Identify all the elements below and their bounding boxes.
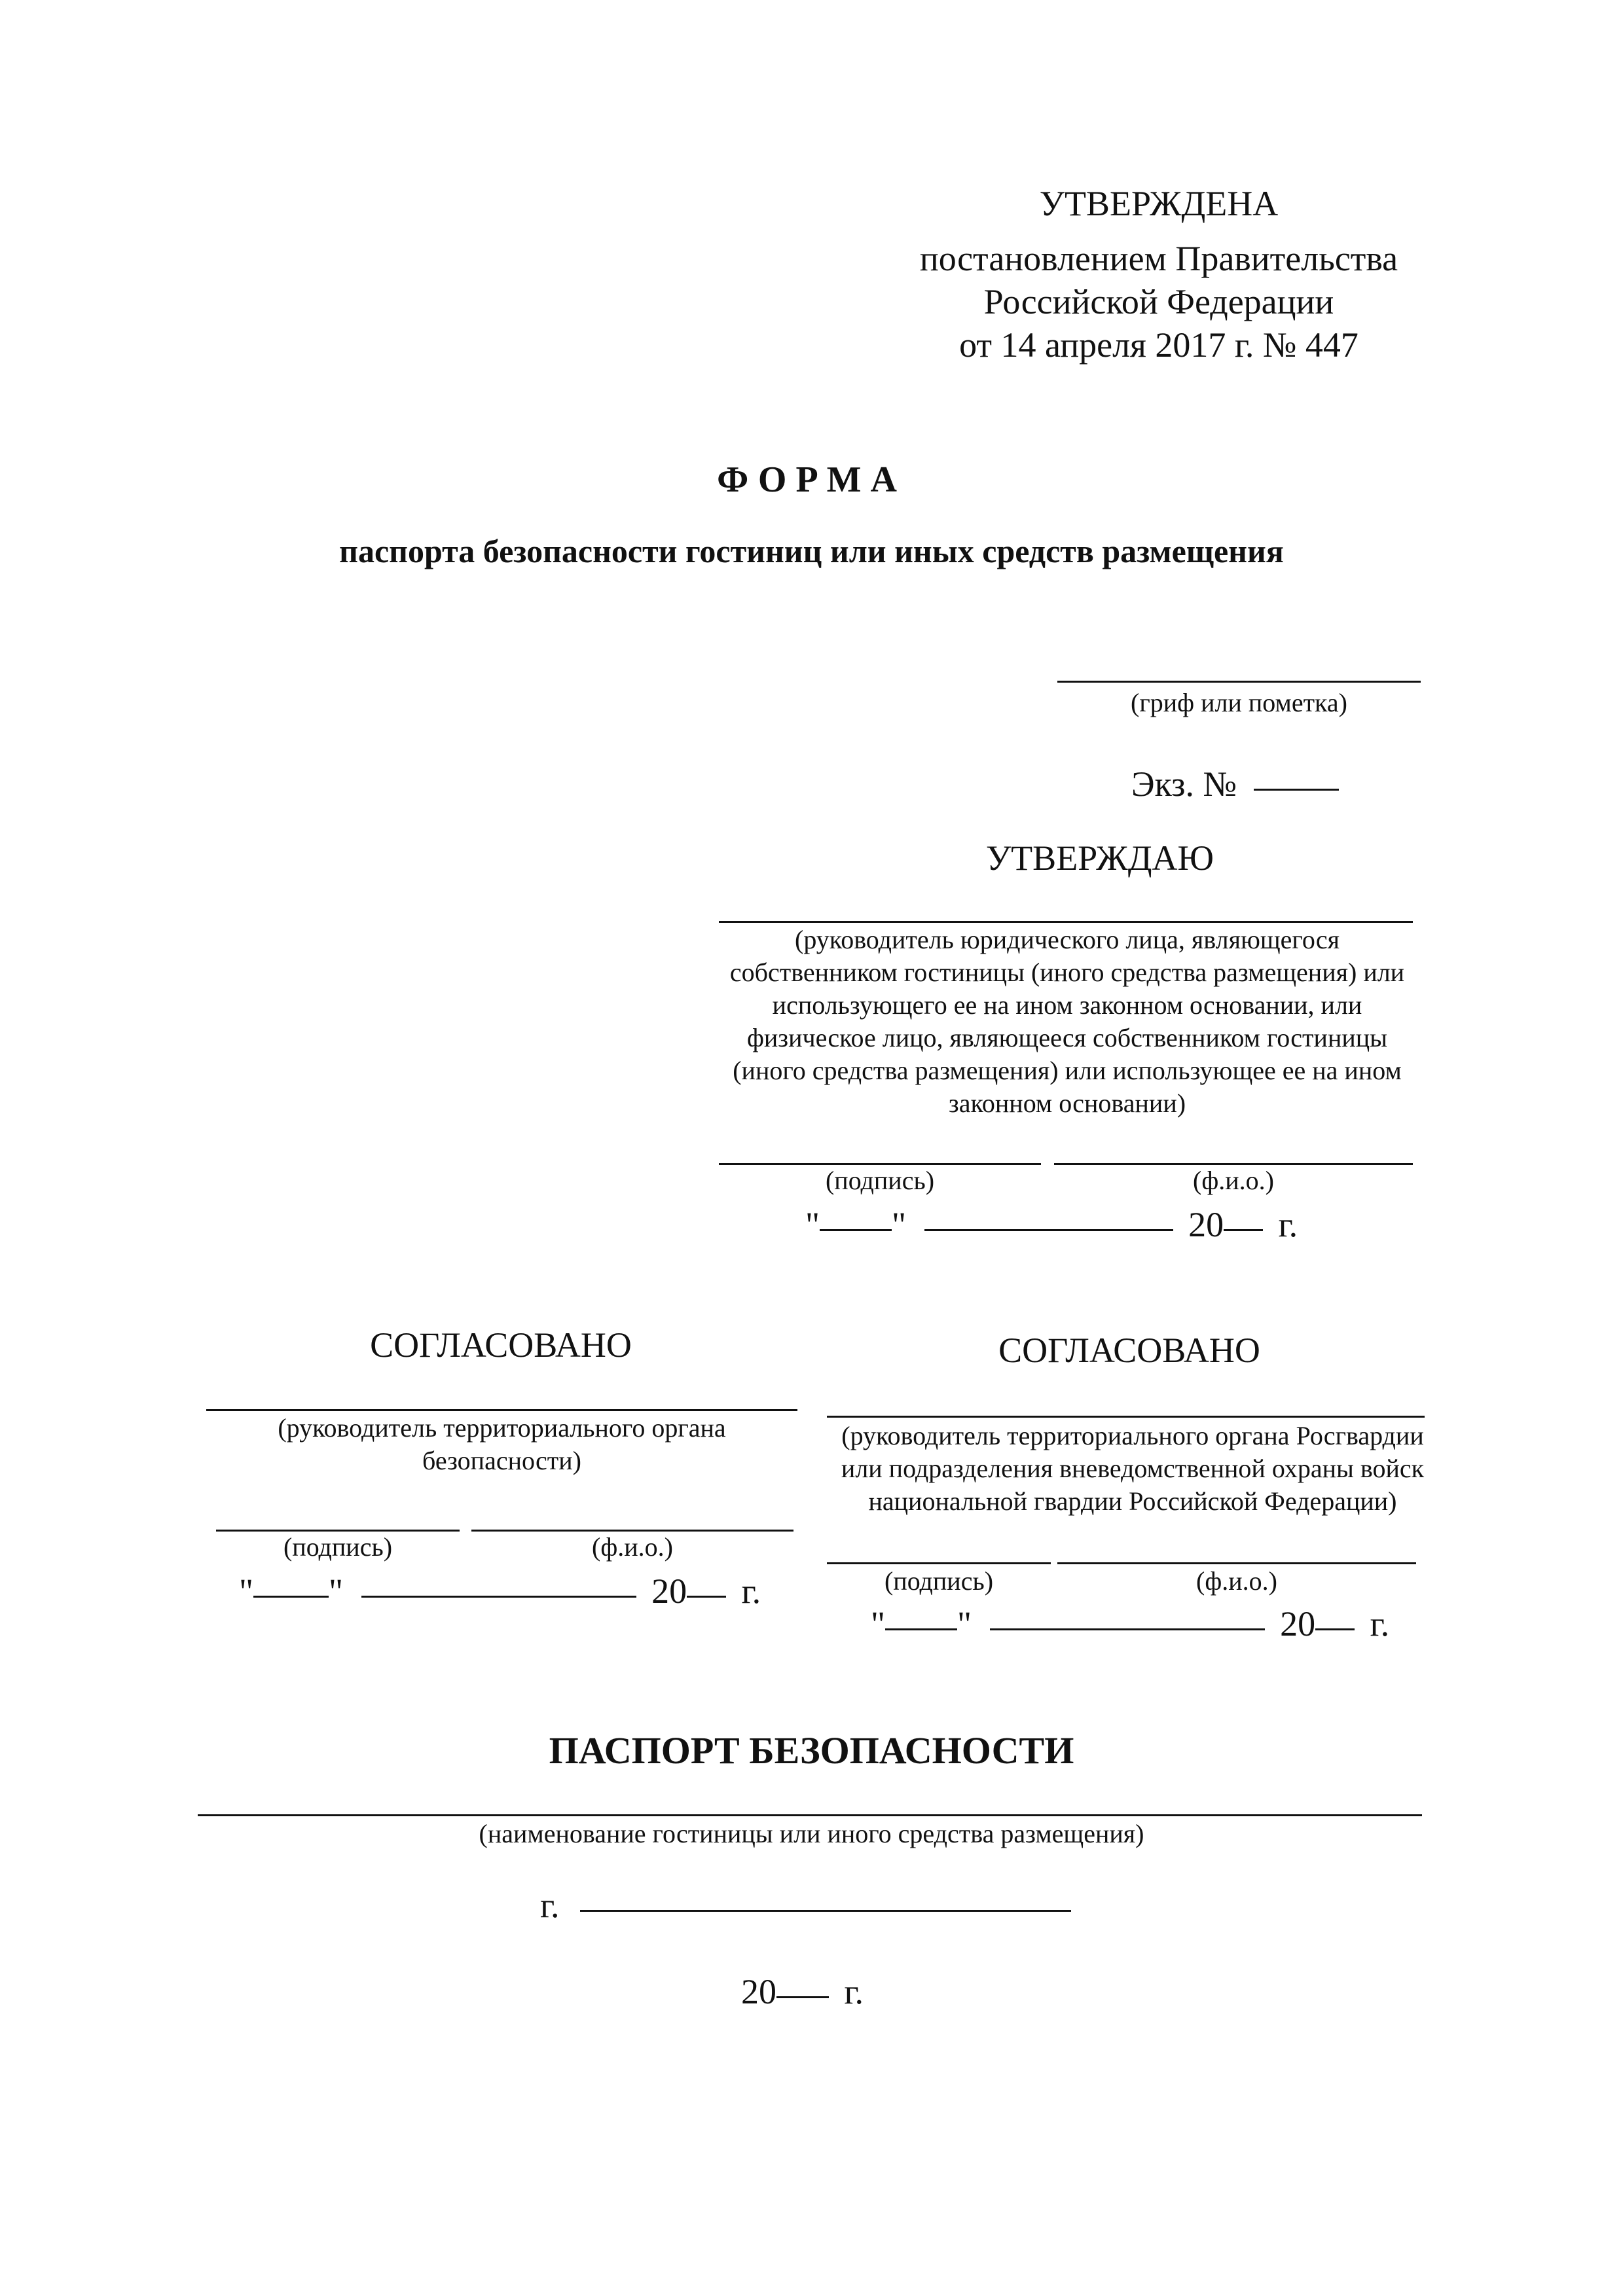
- approve-caption-line-1: (руководитель юридического лица, являющегося: [795, 925, 1340, 954]
- approve-caption-line-6: законном основании): [948, 1088, 1186, 1118]
- classification-caption: (гриф или пометка): [1131, 688, 1347, 717]
- year-field-row: [741, 1970, 864, 2013]
- agreed-right-caption-line-2: или подразделения вневедомственной охраны войск: [841, 1454, 1425, 1483]
- city-field-row: [540, 1884, 1071, 1927]
- agreed-left-title: СОГЛАСОВАНО: [370, 1325, 632, 1365]
- approve-signature-caption: (подпись): [825, 1166, 935, 1195]
- classification-line: [1057, 681, 1421, 683]
- date-quote-open: ": [871, 1604, 886, 1643]
- city-prefix: г.: [540, 1886, 560, 1925]
- approve-title: УТВЕРЖДАЮ: [985, 838, 1214, 878]
- approve-date-year-field[interactable]: [1224, 1204, 1263, 1236]
- agreed-left-date-day-field[interactable]: [253, 1570, 329, 1603]
- agreed-right-name-line[interactable]: [1057, 1562, 1416, 1564]
- agreed-left-date-year-field[interactable]: [687, 1570, 726, 1603]
- date-quote-close: ": [329, 1571, 344, 1611]
- form-title: ФОРМА: [717, 459, 906, 500]
- copy-number: [1131, 762, 1339, 806]
- agreed-right-date-year-field[interactable]: [1315, 1603, 1355, 1636]
- year-prefix: 20: [741, 1972, 776, 2011]
- agreed-right-signatory-line: [827, 1416, 1425, 1418]
- approve-caption-line-5: (иного средства размещения) или использующее ее на ином: [733, 1056, 1402, 1085]
- agreed-left-date: [239, 1570, 761, 1613]
- passport-title: ПАСПОРТ БЕЗОПАСНОСТИ: [549, 1729, 1074, 1772]
- approve-date-month-field[interactable]: [924, 1204, 1173, 1236]
- date-year-suffix: г.: [1370, 1604, 1390, 1643]
- hotel-name-caption: (наименование гостиницы или иного средства размещения): [479, 1819, 1144, 1848]
- date-quote-close: ": [957, 1604, 972, 1643]
- approval-stamp-line-1: постановлением Правительства: [919, 239, 1398, 278]
- date-year-prefix: 20: [651, 1571, 687, 1611]
- agreed-right-date-month-field[interactable]: [990, 1603, 1265, 1636]
- agreed-left-signature-caption: (подпись): [283, 1532, 393, 1562]
- date-year-prefix: 20: [1188, 1205, 1224, 1244]
- date-quote-open: ": [805, 1205, 820, 1244]
- copy-number-field[interactable]: [1254, 763, 1339, 796]
- agreed-right-caption-line-1: (руководитель территориального органа Росгвардии: [841, 1421, 1424, 1450]
- approve-date-day-field[interactable]: [820, 1204, 892, 1236]
- approve-caption-line-4: физическое лицо, являющееся собственником гостиницы: [746, 1023, 1388, 1052]
- agreed-right-date: [871, 1602, 1389, 1645]
- agreed-right-title: СОГЛАСОВАНО: [998, 1331, 1260, 1370]
- form-subtitle: паспорта безопасности гостиниц или иных средств размещения: [339, 533, 1284, 569]
- agreed-right-name-caption: (ф.и.о.): [1196, 1566, 1277, 1596]
- date-quote-open: ": [239, 1571, 254, 1611]
- approve-name-caption: (ф.и.о.): [1193, 1166, 1274, 1195]
- copy-number-label: Экз. №: [1131, 764, 1237, 804]
- agreed-right-signature-line[interactable]: [827, 1562, 1051, 1564]
- approve-caption-line-3: использующего ее на ином законном основании, или: [772, 990, 1362, 1020]
- date-year-suffix: г.: [1278, 1205, 1298, 1244]
- date-year-suffix: г.: [741, 1571, 761, 1611]
- agreed-left-signatory-line: [206, 1409, 797, 1411]
- approve-signatory-line: [719, 921, 1413, 923]
- hotel-name-line[interactable]: [198, 1814, 1422, 1816]
- agreed-right-caption-line-3: национальной гвардии Российской Федерации): [868, 1486, 1397, 1516]
- agreed-left-caption-line-2: безопасности): [422, 1446, 581, 1475]
- agreed-left-name-caption: (ф.и.о.): [592, 1532, 673, 1562]
- approval-stamp-line-2: Российской Федерации: [983, 282, 1334, 321]
- city-field[interactable]: [580, 1884, 1071, 1917]
- agreed-left-date-month-field[interactable]: [361, 1570, 636, 1603]
- agreed-left-caption-line-1: (руководитель территориального органа: [278, 1413, 726, 1443]
- date-year-prefix: 20: [1280, 1604, 1316, 1643]
- approve-caption-line-2: собственником гостиницы (иного средства размещения) или: [729, 958, 1405, 987]
- date-quote-close: ": [892, 1205, 907, 1244]
- approval-stamp-title: УТВЕРЖДЕНА: [1039, 184, 1279, 223]
- agreed-right-date-day-field[interactable]: [885, 1603, 957, 1636]
- year-field[interactable]: [776, 1971, 829, 2003]
- agreed-right-signature-caption: (подпись): [884, 1566, 994, 1596]
- approval-stamp-line-3: от 14 апреля 2017 г. № 447: [959, 325, 1359, 365]
- approve-date: [805, 1203, 1298, 1246]
- year-suffix: г.: [844, 1972, 864, 2011]
